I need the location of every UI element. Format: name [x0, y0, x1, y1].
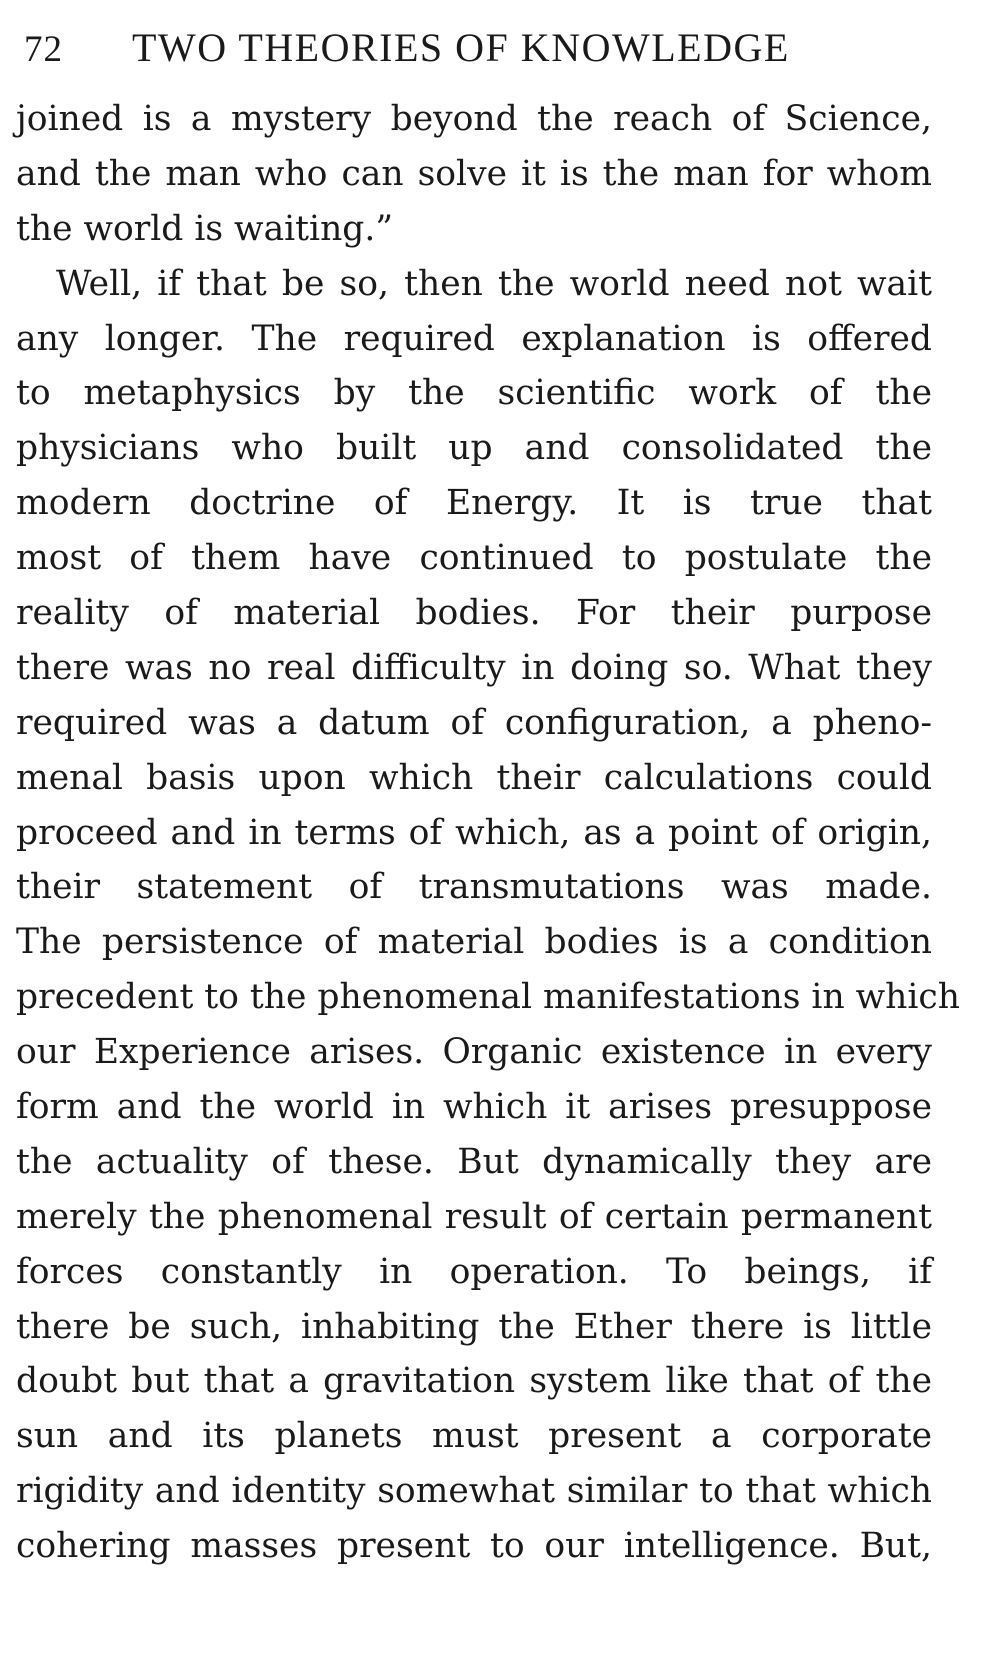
running-head: [24, 24, 944, 84]
text-line: rigidity and identity somewhat similar to that which: [16, 1471, 932, 1512]
text-line: to metaphysics by the scientific work of the: [16, 373, 932, 414]
text-line: there be such, inhabiting the Ether there is little: [16, 1306, 932, 1347]
text-line: Well, if that be so, then the world need not wait: [56, 263, 932, 304]
running-title: TWO THEORIES OF KNOWLEDGE: [132, 25, 790, 70]
text-line: sun and its planets must present a corporate: [16, 1416, 932, 1457]
text-line: The persistence of material bodies is a condition: [16, 922, 932, 963]
text-line: the actuality of these. But dynamically they are: [16, 1141, 932, 1182]
text-line: modern doctrine of Energy. It is true that: [16, 483, 932, 524]
text-line: reality of material bodies. For their purpose: [16, 593, 932, 634]
text-line: menal basis upon which their calculations could: [16, 757, 932, 798]
text-line: forces constantly in operation. To beings, if: [16, 1251, 932, 1292]
text-line: joined is a mystery beyond the reach of Science,: [16, 99, 932, 139]
text-line: precedent to the phenomenal manifestations in which: [16, 977, 960, 1018]
text-line: the world is waiting.”: [16, 208, 393, 249]
text-line: proceed and in terms of which, as a point of origin,: [16, 812, 932, 853]
text-line: required was a datum of configuration, a pheno-: [16, 702, 932, 743]
text-line: there was no real difficulty in doing so. What they: [16, 647, 932, 688]
text-line: doubt but that a gravitation system like that of the: [16, 1361, 932, 1402]
text-line: form and the world in which it arises presuppose: [16, 1087, 932, 1128]
text-line: any longer. The required explanation is offered: [16, 318, 932, 359]
text-line: merely the phenomenal result of certain permanent: [16, 1196, 932, 1237]
text-line: most of them have continued to postulate the: [16, 538, 932, 579]
text-line: their statement of transmutations was made.: [16, 867, 932, 908]
text-line: and the man who can solve it is the man for whom: [16, 153, 932, 194]
text-line: our Experience arises. Organic existence in every: [16, 1032, 932, 1073]
body-text: [16, 92, 960, 1574]
text-line: physicians who built up and consolidated the: [16, 428, 932, 469]
text-line: cohering masses present to our intelligence. But,: [16, 1526, 932, 1567]
page-number: 72: [24, 29, 63, 70]
